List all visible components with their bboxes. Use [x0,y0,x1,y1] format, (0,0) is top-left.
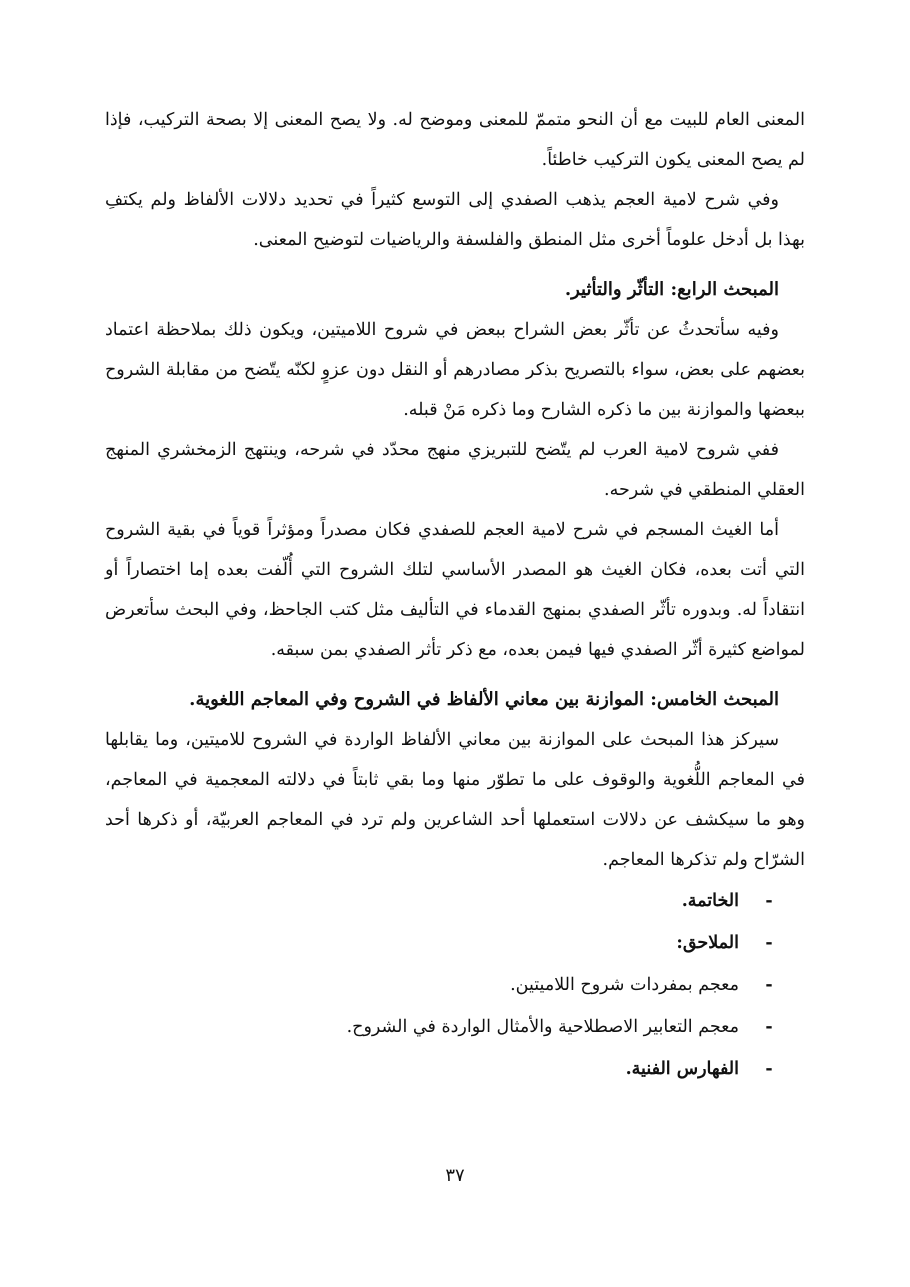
dash-bullet: - [765,891,773,911]
list-item [105,922,779,964]
paragraph: ففي شروح لامية العرب لم يتّضح للتبريزي منهج محدّد في شرحه، وينتهج الزمخشري المنهج العقلي المنطقي في شرحه. [105,440,805,500]
list-item-label: الملاحق: [676,933,739,953]
section-heading-5: المبحث الخامس: الموازنة بين معاني الألفاظ في الشروح وفي المعاجم اللغوية. [189,689,779,710]
list-item [105,1048,779,1090]
paragraph: وفي شرح لامية العجم يذهب الصفدي إلى التوسع كثيراً في تحديد دلالات الألفاظ ولم يكتفِ بهذا بل أدخل علوماً أخرى مثل المنطق والفلسفة والرياضيات لتوضيح المعنى. [105,190,805,250]
page-body [105,100,805,1090]
dash-bullet: - [765,1017,773,1037]
dash-bullet: - [765,1059,773,1079]
list-item-label: الخاتمة. [681,891,739,911]
list-item [105,964,779,1006]
list-item [105,1006,779,1048]
paragraph: المعنى العام للبيت مع أن النحو متممّ للمعنى وموضح له. ولا يصح المعنى إلا بصحة التركيب، فإذا لم يصح المعنى يكون التركيب خاطئاً. [105,110,805,170]
dash-bullet: - [765,975,773,995]
paragraph: أما الغيث المسجم في شرح لامية العجم للصفدي فكان مصدراً ومؤثراً قوياً في بقية الشروح التي أتت بعده، فكان الغيث هو المصدر الأساسي لتلك الشروح التي أُلّفت بعده إما اختصاراً أو انتقاداً له. وبدوره تأثّر الصفدي بمنهج القدماء في التأليف مثل كتب الجاحظ، وفي البحث سأتعرض لمواضع كثيرة أثّر الصفدي فيها فيمن بعده، مع ذكر تأثر الصفدي بمن سبقه. [105,520,805,660]
paragraph: وفيه سأتحدثُ عن تأثّر بعض الشراح ببعض في شروح اللاميتين، ويكون ذلك بملاحظة اعتماد بعضهم على بعض، سواء بالتصريح بذكر مصادرهم أو النقل دون عزوٍ لكنّه يتّضح من مقابلة الشروح ببعضها والموازنة بين ما ذكره الشارح وما ذكره مَنْ قبله. [105,320,805,420]
page-number: ٣٧ [445,1165,465,1186]
outline-list [105,880,805,1090]
list-item-label: الفهارس الفنية. [625,1059,739,1079]
section-heading-4: المبحث الرابع: التأثّر والتأثير. [564,279,779,300]
list-item-label: معجم بمفردات شروح اللاميتين. [510,975,739,995]
list-item-label: معجم التعابير الاصطلاحية والأمثال الواردة في الشروح. [346,1017,739,1037]
paragraph: سيركز هذا المبحث على الموازنة بين معاني الألفاظ الواردة في الشروح للاميتين، وما يقابلها في المعاجم اللُّغوية والوقوف على ما تطوّر منها وما بقي ثابتاً في دلالته المعجمية في المعاجم، وهو ما سيكشف عن دلالات استعملها أحد الشاعرين ولم ترد في المعاجم العربيّة، أو ذكرها أحد الشرّاح ولم تذكرها المعاجم. [105,730,805,870]
dash-bullet: - [765,933,773,953]
list-item [105,880,779,922]
